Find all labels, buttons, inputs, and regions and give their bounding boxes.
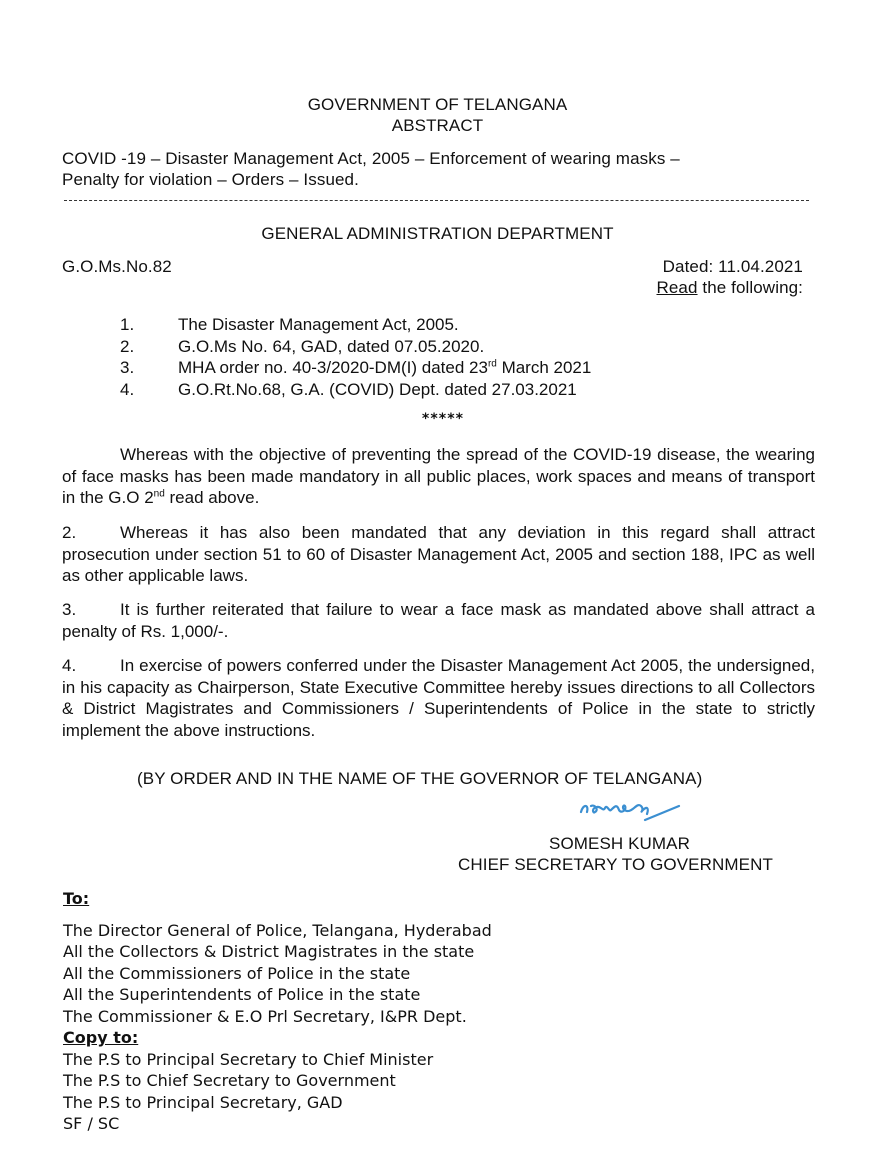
government-heading: GOVERNMENT OF TELANGANA (307, 95, 568, 114)
paragraph-1: Whereas with the objective of preventing the spread of the COVID-19 disease, the wearing of face masks has been made mandatory in all public places, work spaces and means of transport in the G.O 2nd read above. (62, 445, 815, 507)
copy-to-label: Copy to: (63, 1028, 139, 1047)
copy-recipient: The P.S to Principal Secretary to Chief Minister (63, 1049, 434, 1069)
dated: Dated: 11.04.2021 (662, 257, 803, 276)
signatory-name: SOMESH KUMAR (549, 834, 690, 853)
department-heading: GENERAL ADMINISTRATION DEPARTMENT (261, 224, 614, 243)
to-recipient: The Commissioner & E.O Prl Secretary, I&PR Dept. (63, 1006, 467, 1026)
copy-recipient: The P.S to Chief Secretary to Government (63, 1071, 396, 1090)
reference-item: 4. G.O.Rt.No.68, G.A. (COVID) Dept. dated 27.03.2021 (120, 379, 577, 399)
paragraph-3: 3. It is further reiterated that failure to wear a face mask as mandated above shall attract a penalty of Rs. 1,000/-. (62, 600, 815, 641)
read-word: Read (656, 278, 698, 297)
dashed-separator (64, 200, 809, 201)
asterisk-separator: ***** (421, 411, 464, 427)
to-recipient: All the Commissioners of Police in the state (63, 963, 411, 983)
reference-item: 3. MHA order no. 40-3/2020-DM(I) dated 23rd March 2021 (120, 358, 592, 377)
read-rest: the following: (697, 278, 803, 297)
copy-recipient: The P.S to Principal Secretary, GAD (63, 1092, 343, 1112)
to-label: To: (63, 889, 90, 908)
go-number: G.O.Ms.No.82 (62, 257, 172, 276)
to-section (63, 888, 492, 1135)
reference-item: 2. G.O.Ms No. 64, GAD, dated 07.05.2020. (120, 336, 485, 356)
paragraph-4: 4. In exercise of powers conferred under the Disaster Management Act 2005, the undersigned, in his capacity as Chairperson, State Executive Committee hereby issues directions to all Collectors & District Magistrates and Commissioners / Superintendents of Police in the state to strictly implement the above instructions. (62, 656, 815, 740)
paragraph-2: 2. Whereas it has also been mandated that any deviation in this regard shall attract prosecution under section 51 to 60 of Disaster Management Act, 2005 and section 188, IPC as well as other applicable laws. (62, 523, 815, 585)
signature-icon (575, 792, 715, 832)
copy-recipient: SF / SC (63, 1114, 120, 1133)
subject-line-2: Penalty for violation – Orders – Issued. (62, 170, 359, 189)
references-list (120, 314, 591, 400)
abstract-label: ABSTRACT (391, 116, 484, 135)
subject-line-1: COVID -19 – Disaster Management Act, 2005 – Enforcement of wearing masks – (62, 149, 680, 168)
to-recipient: The Director General of Police, Telangana, Hyderabad (63, 920, 492, 940)
signatory-title: CHIEF SECRETARY TO GOVERNMENT (458, 855, 773, 874)
read-the-following (657, 278, 804, 298)
reference-item: 1. The Disaster Management Act, 2005. (120, 315, 459, 334)
order-line: (BY ORDER AND IN THE NAME OF THE GOVERNOR OF TELANGANA) (137, 769, 703, 788)
to-recipient: All the Superintendents of Police in the state (63, 985, 421, 1004)
to-recipient: All the Collectors & District Magistrates in the state (63, 942, 475, 961)
